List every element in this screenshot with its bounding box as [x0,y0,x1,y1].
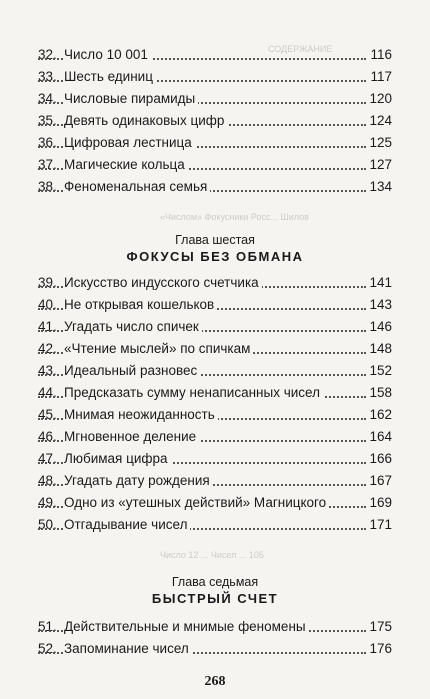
entry-page: 164 [366,426,392,448]
entry-number: 50. [38,517,57,532]
entry-number: 40. [38,297,57,312]
chapter-heading-7 [0,574,430,608]
entry-number: 48. [38,473,57,488]
entry-page: 120 [366,88,392,110]
toc-entry[interactable] [38,338,392,360]
toc-group-2 [0,272,430,536]
entry-title: Феноменальная семья [64,179,210,194]
entry-number: 38. [38,179,57,194]
entry-page: 124 [366,110,392,132]
toc-entry[interactable] [38,132,392,154]
entry-number: 37. [38,157,57,172]
entry-title: Действительные и мнимые феномены [64,619,309,634]
entry-number: 44. [38,385,57,400]
toc-entry[interactable] [38,448,392,470]
entry-page: 162 [366,404,392,426]
bleed-through-text: «Числом» Фокусники Росс... Шилов [160,212,309,222]
entry-page: 141 [366,272,392,294]
bleed-through-text: Число 12 ... Чисел ... 105 [160,550,264,560]
chapter-title: БЫСТРЫЙ СЧЕТ [151,591,279,606]
entry-title: Запоминание чисел [64,641,192,656]
entry-number: 32. [38,47,57,62]
entry-title: Угадать число спичек [64,319,202,334]
entry-page: 148 [366,338,392,360]
entry-page: 175 [366,616,392,638]
entry-title: Мгновенное деление [64,429,199,444]
toc-entry[interactable] [38,470,392,492]
toc-entry[interactable] [38,426,392,448]
entry-page: 152 [366,360,392,382]
entry-number: 45. [38,407,57,422]
entry-page: 169 [366,492,392,514]
chapter-title: ФОКУСЫ БЕЗ ОБМАНА [126,249,304,264]
entry-page: 116 [367,44,392,66]
entry-number: 35. [38,113,57,128]
entry-title: Магические кольца [64,157,188,172]
entry-title: Предсказать сумму ненаписанных чисел [64,385,323,400]
bleed-through-text: СОДЕРЖАНИЕ [268,44,333,54]
entry-page: 134 [366,176,392,198]
entry-title: Шесть единиц [64,69,156,84]
entry-number: 43. [38,363,57,378]
entry-title: Цифровая лестница [64,135,195,150]
toc-entry[interactable] [38,638,392,660]
entry-number: 33. [38,69,57,84]
entry-page: 158 [366,382,392,404]
page-number: 268 [204,674,226,689]
entry-title: Число 10 001 [64,47,151,62]
entry-number: 51. [38,619,57,634]
toc-entry[interactable] [38,272,392,294]
entry-page: 166 [366,448,392,470]
entry-page: 171 [366,514,392,536]
entry-page: 146 [366,316,392,338]
toc-entry[interactable] [38,514,392,536]
entry-page: 127 [366,154,392,176]
entry-number: 34. [38,91,57,106]
entry-title: Отгадывание чисел [64,517,190,532]
entry-number: 46. [38,429,57,444]
entry-page: 117 [367,66,392,88]
entry-title: Угадать дату рождения [64,473,213,488]
entry-page: 176 [366,638,392,660]
entry-number: 39. [38,275,57,290]
toc-group-1 [0,44,430,198]
entry-title: «Чтение мыслей» по спичкам [64,341,253,356]
entry-title: Искусство индусского счетчика [64,275,262,290]
toc-entry[interactable] [38,154,392,176]
toc-entry[interactable] [38,404,392,426]
entry-title: Одно из «утешных действий» Магницкого [64,495,329,510]
toc-entry[interactable] [38,44,392,66]
entry-title: Любимая цифра [64,451,171,466]
entry-title: Девять одинаковых цифр [64,113,227,128]
chapter-label: Глава седьмая [171,575,259,589]
toc-entry[interactable] [38,382,392,404]
entry-number: 49. [38,495,57,510]
entry-title: Числовые пирамиды [64,91,198,106]
toc-entry[interactable] [38,360,392,382]
toc-entry[interactable] [38,176,392,198]
entry-title: Мнимая неожиданность [64,407,218,422]
entry-title: Не открывая кошельков [64,297,217,312]
entry-page: 125 [366,132,392,154]
toc-entry[interactable] [38,110,392,132]
toc-entry[interactable] [38,88,392,110]
toc-entry[interactable] [38,492,392,514]
entry-number: 36. [38,135,57,150]
chapter-heading-6 [0,232,430,266]
toc-entry[interactable] [38,616,392,638]
toc-entry[interactable] [38,316,392,338]
chapter-label: Глава шестая [175,233,255,247]
entry-number: 47. [38,451,57,466]
entry-title: Идеальный разновес [64,363,200,378]
toc-group-3 [0,616,430,660]
entry-page: 143 [366,294,392,316]
entry-number: 41. [38,319,57,334]
toc-entry[interactable] [38,294,392,316]
toc-entry[interactable] [38,66,392,88]
entry-page: 167 [366,470,392,492]
entry-number: 42. [38,341,57,356]
entry-number: 52. [38,641,57,656]
